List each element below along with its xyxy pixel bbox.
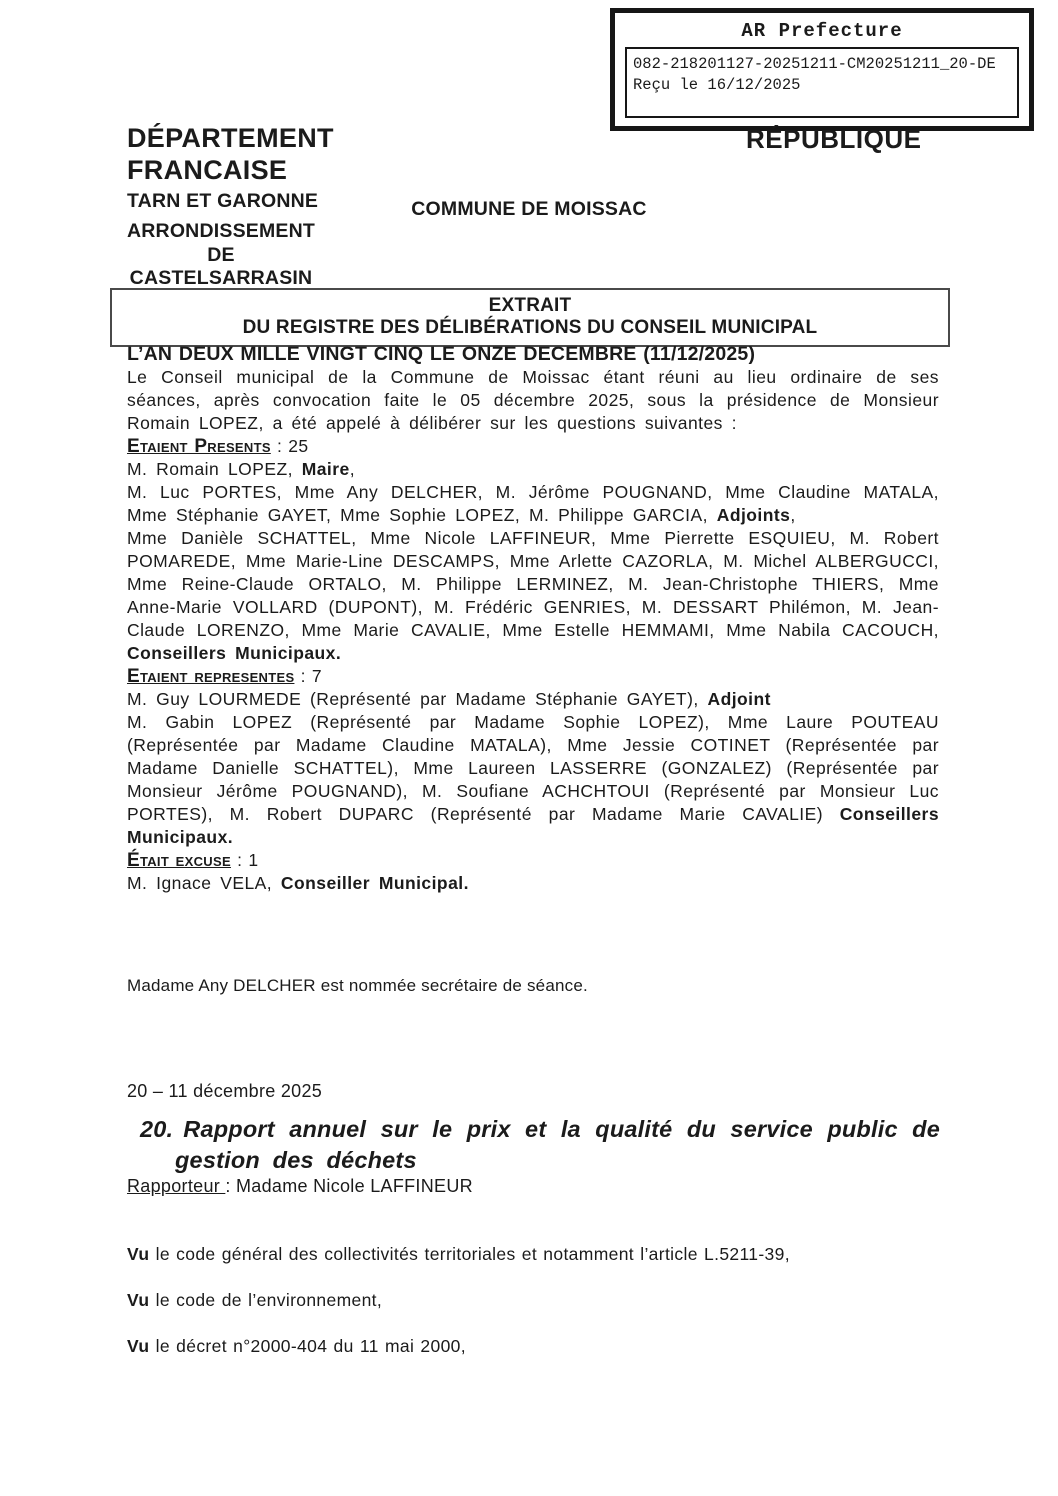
item-number: 20. — [140, 1116, 174, 1142]
departement-label-line2: FRANCAISE — [127, 155, 288, 185]
arrondissement-block — [125, 220, 317, 291]
session-body — [127, 343, 939, 895]
extrait-line2: DU REGISTRE DES DÉLIBÉRATIONS DU CONSEIL MUNICIPAL — [242, 317, 818, 338]
excuse-heading: Était excuse : 1 — [127, 850, 259, 871]
presents-heading: Etaient Presents : 25 — [127, 436, 309, 457]
ar-prefecture-stamp — [610, 8, 1034, 131]
republique-label: RÉPUBLIQUE — [746, 124, 922, 154]
departement-label-line1: DÉPARTEMENT — [127, 123, 334, 153]
commune-label: COMMUNE DE MOISSAC — [411, 198, 647, 220]
extrait-title-box — [110, 288, 950, 347]
representes-adjoint: M. Guy LOURMEDE (Représenté par Madame Stéphanie GAYET), Adjoint — [127, 689, 771, 709]
representes-heading: Etaient representes : 7 — [127, 666, 322, 687]
vu-decret: Vu le décret n°2000-404 du 11 mai 2000, — [127, 1336, 466, 1356]
extrait-line1: EXTRAIT — [488, 295, 572, 316]
item-reference: 20 – 11 décembre 2025 — [127, 1081, 323, 1101]
item-title — [127, 1114, 940, 1176]
arrondissement-line2: DE — [207, 243, 235, 266]
presents-adjoints: M. Luc PORTES, Mme Any DELCHER, M. Jérôme POUGNAND, Mme Claudine MATALA, Mme Stéphanie GAYET, Mme Sophie LOPEZ, M. Philippe GARCIA, Adjoints, — [127, 482, 939, 525]
excuse-conseiller: M. Ignace VELA, Conseiller Municipal. — [127, 873, 469, 893]
secretary-line: Madame Any DELCHER est nommée secrétaire de séance. — [127, 976, 588, 995]
ar-prefecture-title: AR Prefecture — [741, 20, 903, 42]
session-date-line: L’AN DEUX MILLE VINGT CINQ LE ONZE DECEMBRE (11/12/2025) — [127, 343, 756, 365]
ar-prefecture-details — [625, 47, 1019, 118]
departement-name: TARN ET GARONNE — [127, 190, 319, 212]
presents-conseillers: Mme Danièle SCHATTEL, Mme Nicole LAFFINEUR, Mme Pierrette ESQUIEU, M. Robert POMAREDE, Mme Marie-Line DESCAMPS, Mme Arlette CAZORLA, M. Michel ALBERGUCCI, Mme Reine-Claude ORTALO, M. Philippe LERMINEZ, M. Jean-Christophe THIERS, Mme Anne-Marie VOLLARD (DUPONT), M. Frédéric GENRIES, M. DESSART Philémon, M. Jean-Claude LORENZO, Mme Marie CAVALIE, Mme Estelle HEMMAMI, Mme Nabila CACOUCH, Conseillers Municipaux. — [127, 528, 939, 663]
item-title-text: Rapport annuel sur le prix et la qualité du service public de gestion des déchets — [175, 1116, 940, 1173]
arrondissement-line1: ARRONDISSEMENT — [126, 220, 316, 242]
rapporteur-line: Rapporteur : Madame Nicole LAFFINEUR — [127, 1176, 473, 1196]
vu-cgct: Vu le code général des collectivités territoriales et notamment l’article L.5211-39, — [127, 1244, 790, 1264]
ar-received-date: Reçu le 16/12/2025 — [633, 76, 801, 94]
representes-conseillers: M. Gabin LOPEZ (Représenté par Madame Sophie LOPEZ), Mme Laure POUTEAU (Représentée par Madame Claudine MATALA), Mme Jessie COTINET (Représentée par Madame Danielle SCHATTEL), Mme Laureen LASSERRE (GONZALEZ) (Représentée par Monsieur Jérôme POUGNAND), M. Soufiane ACHCHTOUI (Représenté par Monsieur Luc PORTES), M. Robert DUPARC (Représenté par Madame Marie CAVALIE) Conseillers Municipaux. — [127, 712, 939, 847]
session-intro: Le Conseil municipal de la Commune de Moissac étant réuni au lieu ordinaire de ses séances, après convocation faite le 05 décembre 2025, sous la présidence de Monsieur Romain LOPEZ, a été appelé à délibérer sur les questions suivantes : — [127, 367, 939, 433]
ar-reference-number: 082-218201127-20251211-CM20251211_20-DE — [633, 55, 996, 73]
vu-code-environnement: Vu le code de l’environnement, — [127, 1290, 383, 1310]
arrondissement-line3: CASTELSARRASIN — [129, 267, 313, 289]
presents-maire: M. Romain LOPEZ, Maire, — [127, 459, 355, 479]
